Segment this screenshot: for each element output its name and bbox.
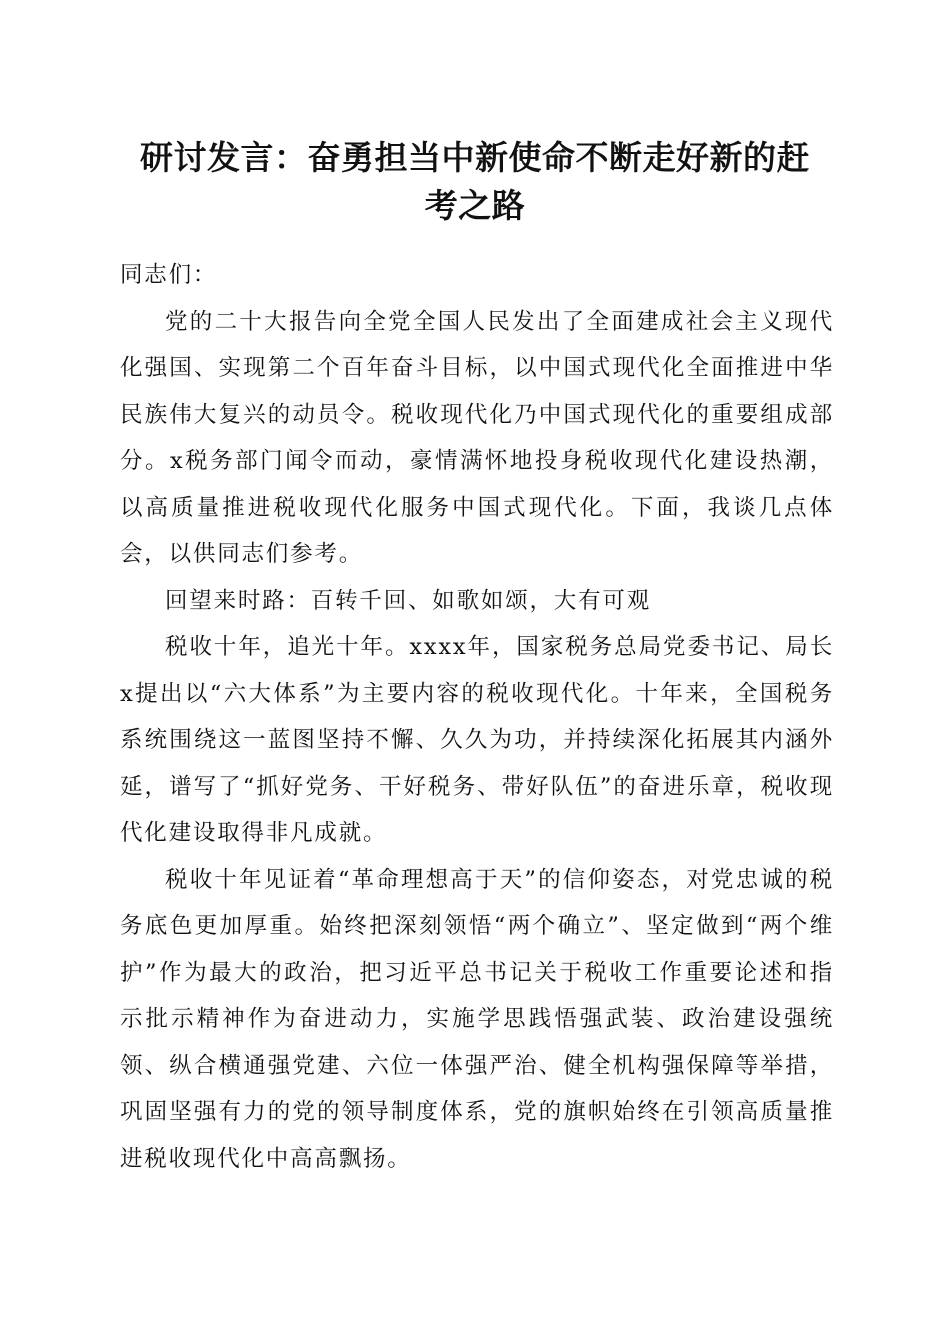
paragraph-ten-years: 税收十年，追光十年。xxxx年，国家税务总局党委书记、局长x提出以“六大体系”为主要内容的税收现代化。十年来，全国税务系统围绕这一蓝图坚持不懈、久久为功，并持续深化拓展其内涵外延，谱写了“抓好党务、干好税务、带好队伍”的奋进乐章，税收现代化建设取得非凡成就。: [120, 634, 834, 846]
paragraph-intro: 党的二十大报告向全党全国人民发出了全面建成社会主义现代化强国、实现第二个百年奋斗目标，以中国式现代化全面推进中华民族伟大复兴的动员令。税收现代化乃中国式现代化的重要组成部分。x税务部门闻令而动，豪情满怀地投身税收现代化建设热潮，以高质量推进税收现代化服务中国式现代化。下面，我谈几点体会，以供同志们参考。: [120, 308, 834, 567]
paragraph-loyalty: 税收十年见证着“革命理想高于天”的信仰姿态，对党忠诚的税务底色更加厚重。始终把深刻领悟“两个确立”、坚定做到“两个维护”作为最大的政治，把习近平总书记关于税收工作重要论述和指示批示精神作为奋进动力，实施学思践悟强武装、政治建设强统领、纵合横通强党建、六位一体强严治、健全机构强保障等举措，巩固坚强有力的党的领导制度体系，党的旗帜始终在引领高质量推进税收现代化中高高飘扬。: [120, 866, 834, 1172]
document-body: [120, 252, 834, 1182]
title-line-2: 考之路: [424, 186, 526, 225]
document-title: [112, 134, 838, 230]
salutation: 同志们：: [120, 262, 218, 288]
section-heading: 回望来时路：百转千回、如歌如颂，大有可观: [165, 587, 652, 614]
title-line-1: 研讨发言：奋勇担当中新使命不断走好新的赶: [140, 138, 810, 177]
